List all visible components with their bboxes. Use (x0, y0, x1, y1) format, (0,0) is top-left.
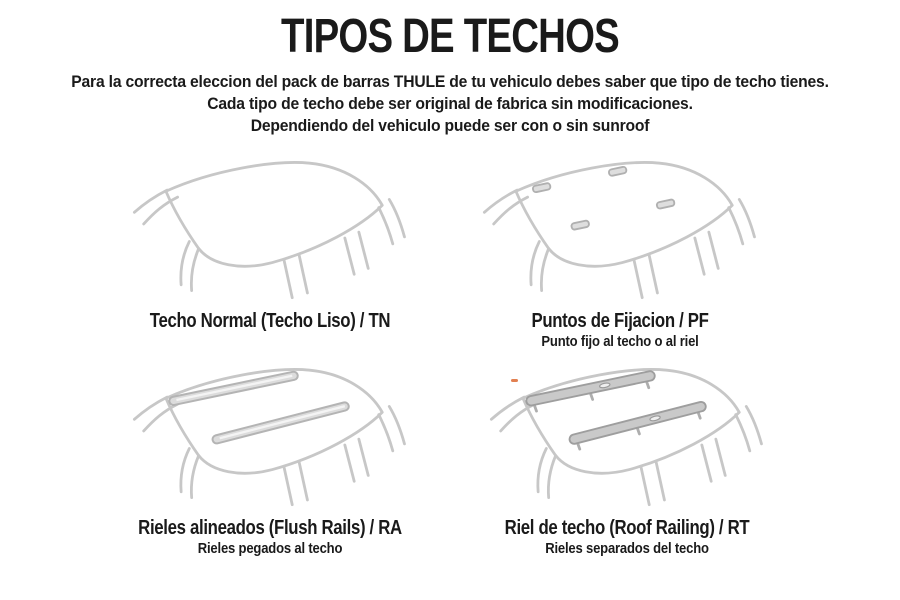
flush-rails-roof-drawing (125, 363, 415, 513)
smooth-roof-illustration (75, 156, 465, 306)
fixation-points-roof-illustration (425, 156, 815, 306)
intro-line-3: Dependiendo del vehiculo puede ser con o sin sunroof (250, 117, 650, 136)
roof-type-sublabel-rt: Rieles separados del techo (545, 541, 709, 557)
page-title: TIPOS DE TECHOS (281, 10, 619, 63)
intro-line-1: Para la correcta eleccion del pack de barras THULE de tu vehiculo debes saber que tipo de techo tienes. (71, 73, 829, 92)
flush-rails-roof-illustration (75, 363, 465, 513)
orange-artifact-mark (511, 379, 518, 382)
roof-type-card-rt (432, 363, 822, 558)
roof-railing-drawing (482, 363, 772, 513)
roof-type-card-tn (75, 156, 465, 333)
roof-type-label-ra: Rieles alineados (Flush Rails) / RA (138, 517, 402, 539)
roof-type-label-rt: Riel de techo (Roof Railing) / RT (504, 517, 750, 539)
fixation-points-roof-drawing (475, 156, 765, 306)
roof-type-card-pf (425, 156, 815, 351)
smooth-roof-drawing (125, 156, 415, 306)
roof-type-label-pf: Puntos de Fijacion / PF (531, 310, 709, 332)
roof-type-sublabel-ra: Rieles pegados al techo (197, 541, 343, 557)
header (0, 0, 900, 137)
intro-line-2: Cada tipo de techo debe ser original de fabrica sin modificaciones. (207, 95, 693, 114)
roof-type-card-ra (75, 363, 465, 558)
intro-text (0, 71, 900, 137)
roof-type-label-tn: Techo Normal (Techo Liso) / TN (149, 310, 391, 332)
roof-type-sublabel-pf: Punto fijo al techo o al riel (541, 334, 699, 350)
roof-railing-illustration (432, 363, 822, 513)
